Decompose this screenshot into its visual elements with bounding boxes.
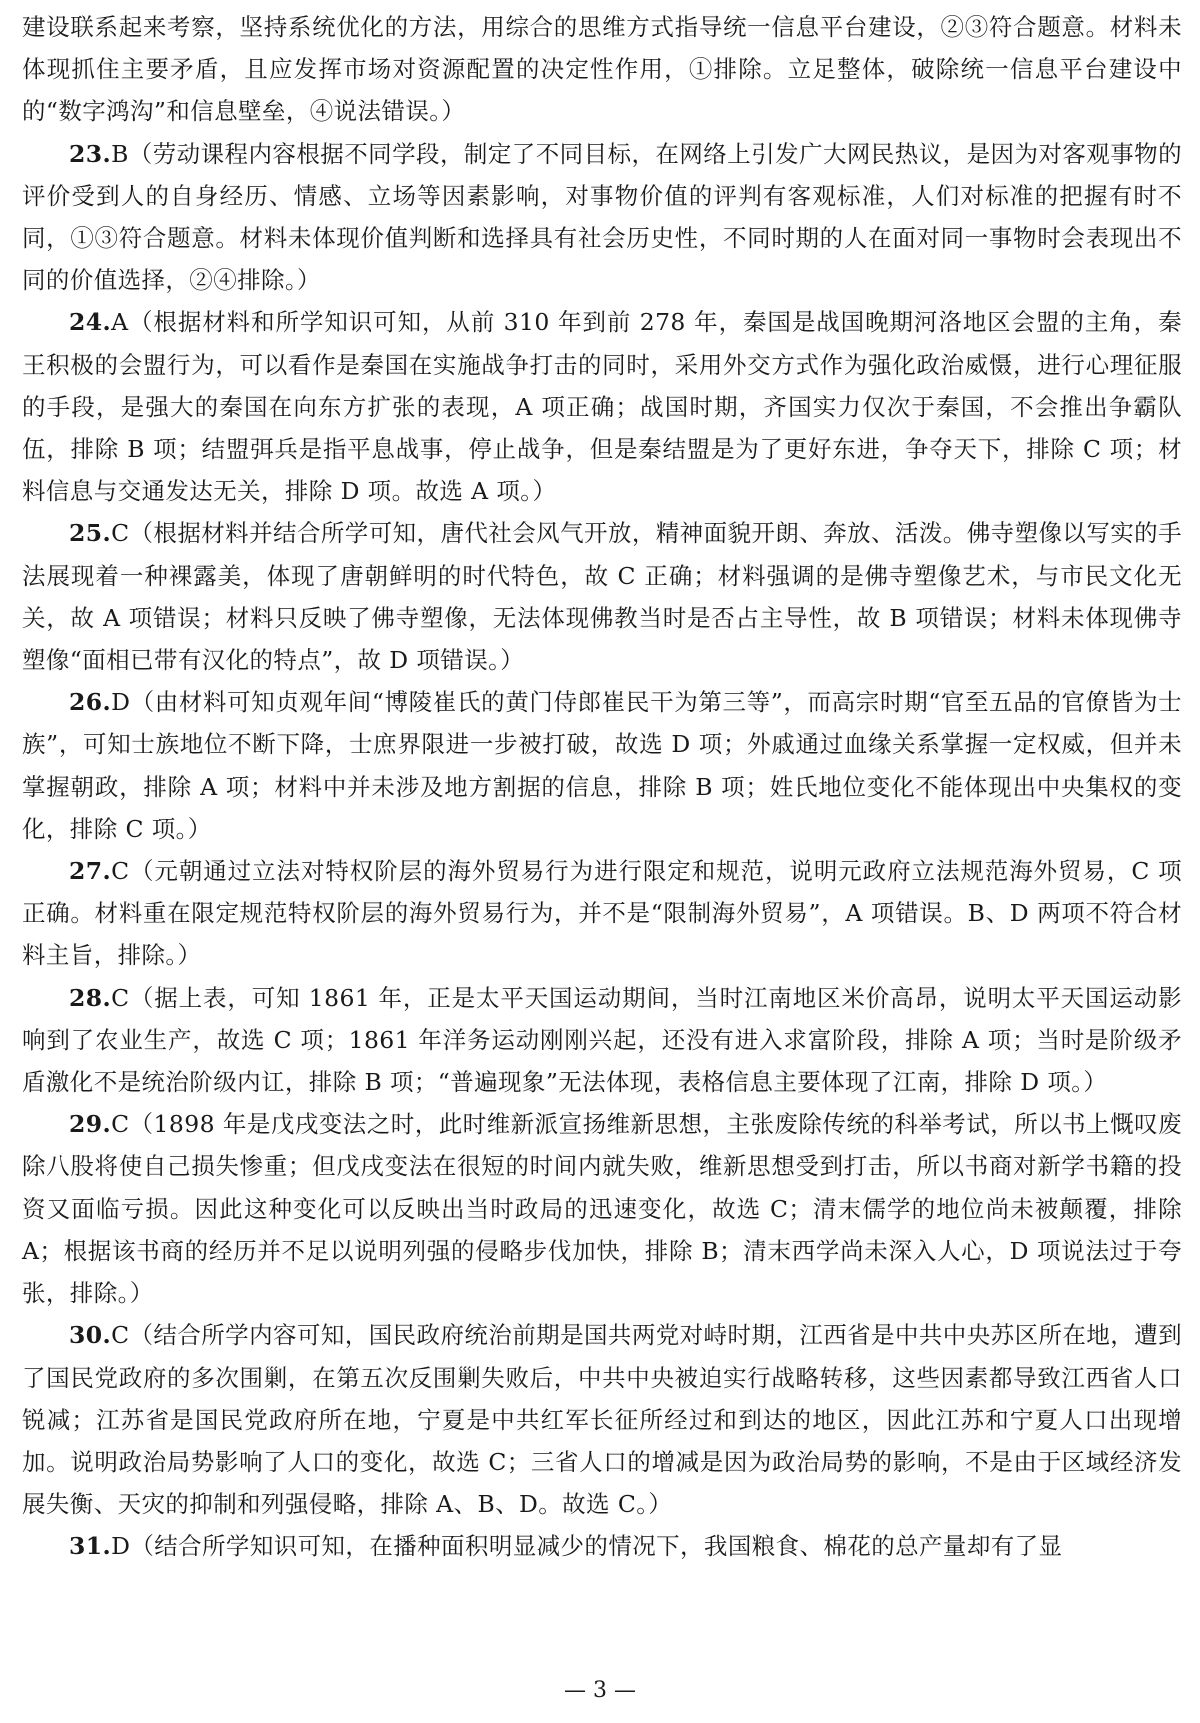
answer-paragraph-continuation xyxy=(22,6,1182,133)
question-number: 28. xyxy=(69,983,112,1012)
answer-paragraph-23 xyxy=(22,133,1182,302)
question-number: 27. xyxy=(69,857,112,886)
question-number: 31. xyxy=(69,1532,112,1561)
answer-paragraph-25 xyxy=(22,512,1182,681)
paragraph-text: C（结合所学内容可知，国民政府统治前期是国共两党对峙时期，江西省是中共中央苏区所在地，遭到了国民党政府的多次围剿，在第五次反围剿失败后，中共中央被迫实行战略转移，这些因素都导致江西省人口锐减；江苏省是国民党政府所在地，宁夏是中共红军长征所经过和到达的地区，因此江苏和宁夏人口出现增加。说明政治局势影响了人口的变化，故选 C；三省人口的增减是因为政治局势的影响，不是由于区域经济发展失衡、天灾的抑制和列强侵略，排除 A、B、D。故选 C。） xyxy=(22,1321,1182,1519)
paragraph-text: D（由材料可知贞观年间“博陵崔氏的黄门侍郎崔民干为第三等”，而高宗时期“官至五品的官僚皆为士族”，可知士族地位不断下降，士庶界限进一步被打破，故选 D 项；外戚通过血缘关系掌握一定权威，但并未掌握朝政，排除 A 项；材料中并未涉及地方割据的信息，排除 B 项；姓氏地位变化不能体现出中央集权的变化，排除 C 项。） xyxy=(22,688,1182,843)
page-number: — 3 — xyxy=(564,1678,636,1703)
answer-paragraph-26 xyxy=(22,681,1182,850)
paragraph-text: D（结合所学知识可知，在播种面积明显减少的情况下，我国粮食、棉花的总产量却有了显 xyxy=(111,1532,1063,1561)
answer-paragraph-24 xyxy=(22,301,1182,512)
answer-paragraph-27 xyxy=(22,850,1182,977)
question-number: 24. xyxy=(69,308,112,337)
question-number: 30. xyxy=(69,1321,112,1350)
paragraph-text: C（据上表，可知 1861 年，正是太平天国运动期间，当时江南地区米价高昂，说明太平天国运动影响到了农业生产，故选 C 项；1861 年洋务运动刚刚兴起，还没有进入求富阶段，排除 A 项；当时是阶级矛盾激化不是统治阶级内讧，排除 B 项；“普遍现象”无法体现，表格信息主要体现了江南，排除 D 项。） xyxy=(22,983,1182,1097)
answer-paragraph-28 xyxy=(22,977,1182,1104)
paragraph-text: C（根据材料并结合所学可知，唐代社会风气开放，精神面貌开朗、奔放、活泼。佛寺塑像以写实的手法展现着一种裸露美，体现了唐朝鲜明的时代特色，故 C 正确；材料强调的是佛寺塑像艺术，与市民文化无关，故 A 项错误；材料只反映了佛寺塑像，无法体现佛教当时是否占主导性，故 B 项错误；材料未体现佛寺塑像“面相已带有汉化的特点”，故 D 项错误。） xyxy=(22,519,1182,675)
paragraph-text: A（根据材料和所学知识可知，从前 310 年到前 278 年，秦国是战国晚期河洛地区会盟的主角，秦王积极的会盟行为，可以看作是秦国在实施战争打击的同时，采用外交方式作为强化政治威慑，进行心理征服的手段，是强大的秦国在向东方扩张的表现，A 项正确；战国时期，齐国实力仅次于秦国，不会推出争霸队伍，排除 B 项；结盟弭兵是指平息战事，停止战争，但是秦结盟是为了更好东进，争夺天下，排除 C 项；材料信息与交通发达无关，排除 D 项。故选 A 项。） xyxy=(22,308,1182,506)
answer-paragraph-31 xyxy=(22,1525,1182,1567)
paragraph-text: B（劳动课程内容根据不同学段，制定了不同目标，在网络上引发广大网民热议，是因为对客观事物的评价受到人的自身经历、情感、立场等因素影响，对事物价值的评判有客观标准，人们对标准的把握有时不同，①③符合题意。材料未体现价值判断和选择具有社会历史性，不同时期的人在面对同一事物时会表现出不同的价值选择，②④排除。） xyxy=(22,139,1182,295)
question-number: 26. xyxy=(69,688,112,717)
question-number: 23. xyxy=(69,139,112,168)
question-number: 29. xyxy=(69,1110,112,1139)
answer-paragraph-30 xyxy=(22,1314,1182,1525)
question-number: 25. xyxy=(69,519,112,548)
answer-paragraph-29 xyxy=(22,1103,1182,1314)
paragraph-text: C（1898 年是戊戌变法之时，此时维新派宣扬维新思想，主张废除传统的科举考试，所以书上慨叹废除八股将使自己损失惨重；但戊戌变法在很短的时间内就失败，维新思想受到打击，所以书商对新学书籍的投资又面临亏损。因此这种变化可以反映出当时政局的迅速变化，故选 C；清末儒学的地位尚未被颠覆，排除 A；根据该书商的经历并不足以说明列强的侵略步伐加快，排除 B；清末西学尚未深入人心，D 项说法过于夸张，排除。） xyxy=(22,1110,1182,1308)
paragraph-text: 建设联系起来考察，坚持系统优化的方法，用综合的思维方式指导统一信息平台建设，②③符合题意。材料未体现抓住主要矛盾，且应发挥市场对资源配置的决定性作用，①排除。立足整体，破除统一信息平台建设中的“数字鸿沟”和信息壁垒，④说法错误。） xyxy=(22,13,1182,126)
paragraph-text: C（元朝通过立法对特权阶层的海外贸易行为进行限定和规范，说明元政府立法规范海外贸易，C 项正确。材料重在限定规范特权阶层的海外贸易行为，并不是“限制海外贸易”，A 项错误。B、D 两项不符合材料主旨，排除。） xyxy=(22,857,1182,970)
